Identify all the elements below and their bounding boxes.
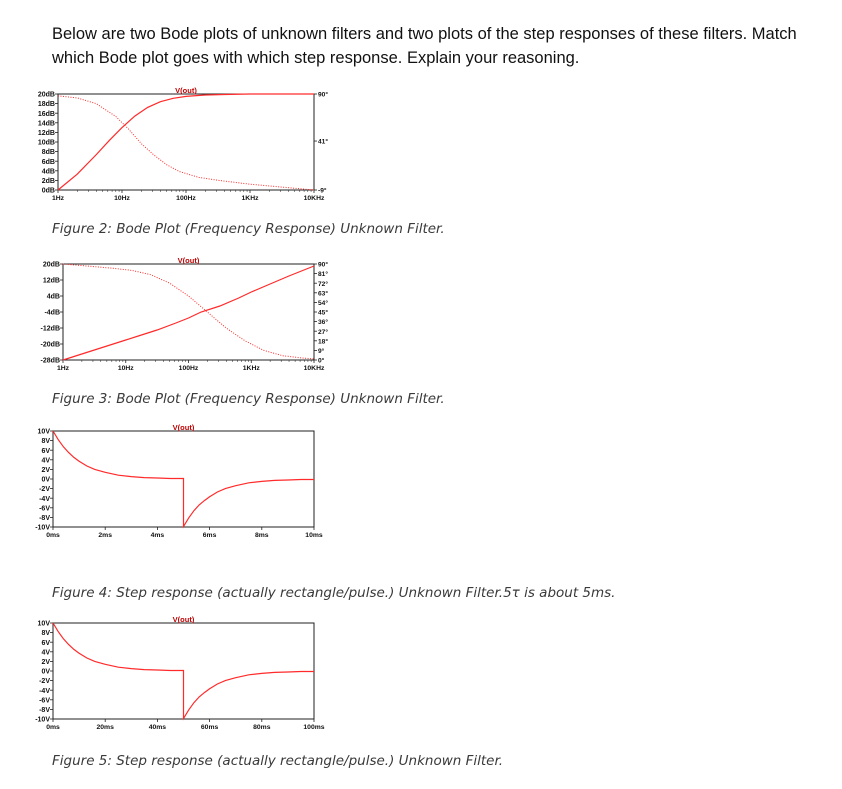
y-tick-label: -2V <box>39 678 50 686</box>
phase-trace <box>63 264 314 359</box>
x-tick-label: 2ms <box>98 532 113 539</box>
caption-fig5: Figure 5: Step response (actually rectangle/pulse.) Unknown Filter. <box>52 753 504 769</box>
magnitude-trace <box>58 94 314 190</box>
right-tick-label: 63° <box>318 290 328 298</box>
y-tick-label: 12dB <box>42 277 60 285</box>
right-tick-label: 0° <box>318 357 325 365</box>
right-tick-label: 41° <box>318 138 328 146</box>
y-tick-label: 0V <box>41 476 50 484</box>
right-tick-label: 72° <box>318 280 328 288</box>
x-tick-label: 60ms <box>200 724 219 731</box>
x-tick-label: 6ms <box>202 532 217 539</box>
caption-fig2: Figure 2: Bode Plot (Frequency Response) Unknown Filter. <box>52 221 445 237</box>
y-tick-label: 2dB <box>41 178 55 185</box>
right-tick-label: 27° <box>318 328 328 336</box>
y-tick-label: 4dB <box>46 293 60 301</box>
y-tick-label: 20dB <box>37 91 55 99</box>
y-tick-label: 0V <box>41 668 50 676</box>
y-tick-label: 6dB <box>41 158 55 166</box>
x-tick-label: 10KHz <box>303 195 325 202</box>
x-tick-label: 10KHz <box>303 365 325 372</box>
y-tick-label: 4dB <box>41 168 55 176</box>
x-tick-label: 1KHz <box>241 195 259 202</box>
right-tick-label: 18° <box>318 338 328 346</box>
chart-title: V(out) <box>172 423 195 432</box>
y-tick-label: -28dB <box>40 357 60 365</box>
y-tick-label: 10V <box>37 620 50 628</box>
right-tick-label: 81° <box>318 271 328 279</box>
step-response-fig4 <box>30 424 350 549</box>
right-tick-label: 9° <box>318 348 325 355</box>
x-tick-label: 8ms <box>254 532 269 539</box>
y-tick-label: 4V <box>41 649 50 657</box>
y-tick-label: 8V <box>41 438 50 446</box>
y-tick-label: 4V <box>41 457 50 465</box>
y-tick-label: 10dB <box>37 139 55 147</box>
x-tick-label: 0ms <box>46 724 60 731</box>
y-tick-label: 6V <box>41 447 50 455</box>
question-line-1: Below are two Bode plots of unknown filters and two plots of the step responses of these filters. Match <box>52 25 797 43</box>
caption-fig4: Figure 4: Step response (actually rectangle/pulse.) Unknown Filter.5τ is about 5ms. <box>52 585 616 601</box>
step-response-fig5 <box>30 616 360 741</box>
y-tick-label: 12dB <box>37 130 55 137</box>
chart-title: V(out) <box>175 86 197 95</box>
y-tick-label: 8V <box>41 630 50 638</box>
x-tick-label: 40ms <box>148 724 167 731</box>
magnitude-trace <box>63 266 314 360</box>
x-tick-label: 1Hz <box>56 365 70 372</box>
right-tick-label: 90° <box>318 91 328 99</box>
right-tick-label: -9° <box>318 187 327 195</box>
right-tick-label: 45° <box>318 309 328 317</box>
y-tick-label: 16dB <box>37 110 55 118</box>
phase-trace <box>58 96 314 190</box>
right-tick-label: 90° <box>318 261 328 269</box>
y-tick-label: -2V <box>39 486 50 494</box>
y-tick-label: -4dB <box>44 309 60 317</box>
y-tick-label: -4V <box>39 687 50 695</box>
y-tick-label: 10V <box>37 428 50 436</box>
y-tick-label: -8V <box>39 515 50 522</box>
y-tick-label: -8V <box>39 707 50 714</box>
caption-fig3: Figure 3: Bode Plot (Frequency Response) Unknown Filter. <box>52 391 445 407</box>
x-tick-label: 0ms <box>46 532 60 539</box>
y-tick-label: -12dB <box>40 325 60 333</box>
right-tick-label: 54° <box>318 300 328 307</box>
question-text <box>52 22 832 70</box>
y-tick-label: 14dB <box>37 120 55 128</box>
chart-title: V(out) <box>172 615 195 624</box>
bode-plot-fig2 <box>37 86 340 210</box>
x-tick-label: 10Hz <box>117 365 134 372</box>
x-tick-label: 100ms <box>303 724 325 731</box>
x-tick-label: 10ms <box>305 532 323 539</box>
bode-plot-fig3 <box>34 256 340 382</box>
y-tick-label: 18dB <box>37 101 55 109</box>
y-tick-label: 2V <box>41 467 50 474</box>
x-tick-label: 1Hz <box>51 195 65 202</box>
y-tick-label: -20dB <box>40 341 60 349</box>
y-tick-label: -6V <box>39 505 50 513</box>
y-tick-label: -10V <box>35 716 50 724</box>
y-tick-label: -6V <box>39 697 50 705</box>
x-tick-label: 10Hz <box>114 195 130 202</box>
question-line-2: which Bode plot goes with which step response. Explain your reasoning. <box>52 49 580 67</box>
plot-frame <box>63 264 314 360</box>
x-tick-label: 1KHz <box>242 365 260 372</box>
x-tick-label: 20ms <box>96 724 114 731</box>
plot-frame <box>58 94 314 190</box>
y-tick-label: 2V <box>41 659 50 666</box>
magnitude-trace <box>53 431 314 527</box>
y-tick-label: -4V <box>39 495 50 503</box>
y-tick-label: 20dB <box>42 261 60 269</box>
x-tick-label: 100Hz <box>176 195 196 202</box>
magnitude-trace <box>53 623 314 719</box>
y-tick-label: 8dB <box>41 149 55 157</box>
right-tick-label: 36° <box>318 319 328 327</box>
y-tick-label: 6V <box>41 639 50 647</box>
x-tick-label: 80ms <box>253 724 271 731</box>
chart-title: V(out) <box>177 256 200 265</box>
y-tick-label: -10V <box>35 524 50 532</box>
x-tick-label: 100Hz <box>178 365 199 372</box>
y-tick-label: 0dB <box>41 187 55 195</box>
x-tick-label: 4ms <box>150 532 165 539</box>
